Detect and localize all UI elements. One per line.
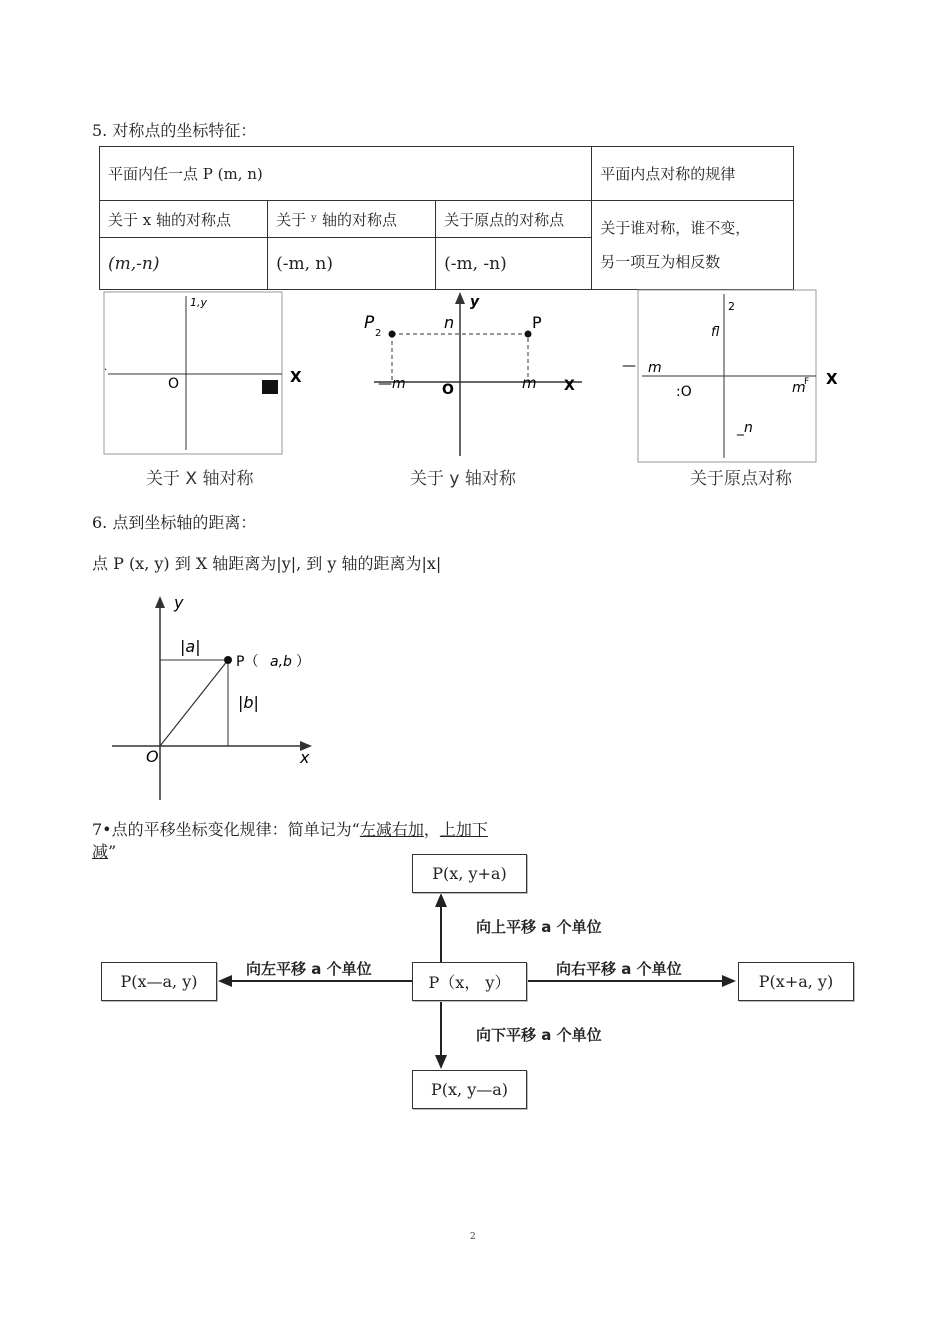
fig2-m: m — [522, 374, 537, 392]
fig2-neg-m: —m — [378, 376, 406, 392]
fig3-mf-sup: F — [804, 377, 810, 387]
table-rule-line1: 关于谁对称，谁不变， — [600, 218, 751, 237]
fig3-neg-n: _n — [737, 420, 753, 436]
fig6-close: ） — [296, 654, 310, 670]
label-down: 向下平移 a 个单位 — [476, 1026, 602, 1044]
table-val-o: (-m, -n) — [436, 238, 592, 290]
section7-title-a: 7•点的平移坐标变化规律：简单记为“ — [92, 820, 360, 839]
table-rule-header: 平面内点对称的规律 — [592, 147, 794, 201]
box-up: P(x, y+a) — [412, 854, 527, 893]
fig6-ab: a,b — [270, 654, 292, 670]
fig3-dash: — — [622, 358, 636, 374]
fig2-y-label: y — [470, 294, 480, 310]
fig2-p: P — [532, 313, 542, 332]
fig1-y-label: 1,y — [190, 296, 208, 309]
table-any-point: 平面内任一点 P (m, n) — [100, 147, 592, 201]
table-val-y: (-m, n) — [268, 238, 436, 290]
fig6-a: |a| — [180, 637, 201, 656]
table-rule-line2: 另一项互为相反数 — [600, 252, 721, 271]
fig3-x-label: X — [826, 370, 838, 388]
table-col-x: 关于 x 轴的对称点 — [100, 200, 268, 237]
fig2-origin: O — [442, 382, 454, 398]
box-down: P(x, y—a) — [412, 1070, 527, 1109]
fig3-top: 2 — [728, 300, 735, 313]
fig3-origin: :O — [676, 384, 692, 400]
arrow-left-head — [218, 975, 232, 987]
fig6-x: x — [300, 748, 310, 767]
fig3-m: m — [648, 360, 662, 376]
fig2-p2: P — [364, 313, 375, 333]
arrow-right-head — [722, 975, 736, 987]
box-left: P(x—a, y) — [101, 962, 217, 1001]
section7-title-b: 减 — [92, 842, 109, 861]
fig1-origin: O — [168, 376, 180, 392]
section7-title-end: ” — [108, 842, 117, 861]
section6-text: 点 P (x, y) 到 X 轴距离为|y|, 到 y 轴的距离为|x| — [92, 554, 442, 573]
arrow-up-head — [435, 893, 447, 907]
arrow-down-head — [435, 1055, 447, 1069]
fig2-p2-sub: 2 — [375, 328, 382, 339]
label-right: 向右平移 a 个单位 — [556, 960, 682, 978]
fig3-fl: fl — [711, 325, 720, 340]
fig6-y: y — [174, 593, 184, 612]
label-left: 向左平移 a 个单位 — [246, 960, 372, 978]
table-col-y: 关于 ʸ 轴的对称点 — [268, 200, 436, 237]
fig2-caption: 关于 y 轴对称 — [410, 469, 516, 489]
fig6-origin: O — [146, 747, 159, 766]
fig1-x-label: X — [290, 368, 302, 386]
box-center: P（x， y） — [412, 962, 527, 1001]
fig2-x-label: X — [564, 378, 575, 394]
fig1-dot: . — [104, 362, 108, 373]
fig3-mf: m — [792, 380, 806, 396]
fig6-b: |b| — [238, 693, 259, 712]
fig2-n: n — [444, 313, 455, 332]
page-number: 2 — [470, 1232, 476, 1242]
box-right: P(x+a, y) — [738, 962, 854, 1001]
section5-title: 5. 对称点的坐标特征： — [92, 121, 257, 140]
fig1-caption: 关于 X 轴对称 — [146, 469, 254, 489]
fig3-caption: 关于原点对称 — [690, 469, 792, 489]
label-up: 向上平移 a 个单位 — [476, 918, 602, 936]
table-val-x: (m,-n) — [100, 238, 268, 290]
table-col-o: 关于原点的对称点 — [436, 200, 592, 237]
section7-title-u2: 上加下 — [439, 820, 488, 839]
fig6-p: P（ — [236, 654, 259, 670]
section7-title-c: ， — [423, 820, 440, 839]
section7-title-u1: 左减右加 — [359, 820, 424, 839]
section6-title: 6. 点到坐标轴的距离： — [92, 513, 257, 532]
